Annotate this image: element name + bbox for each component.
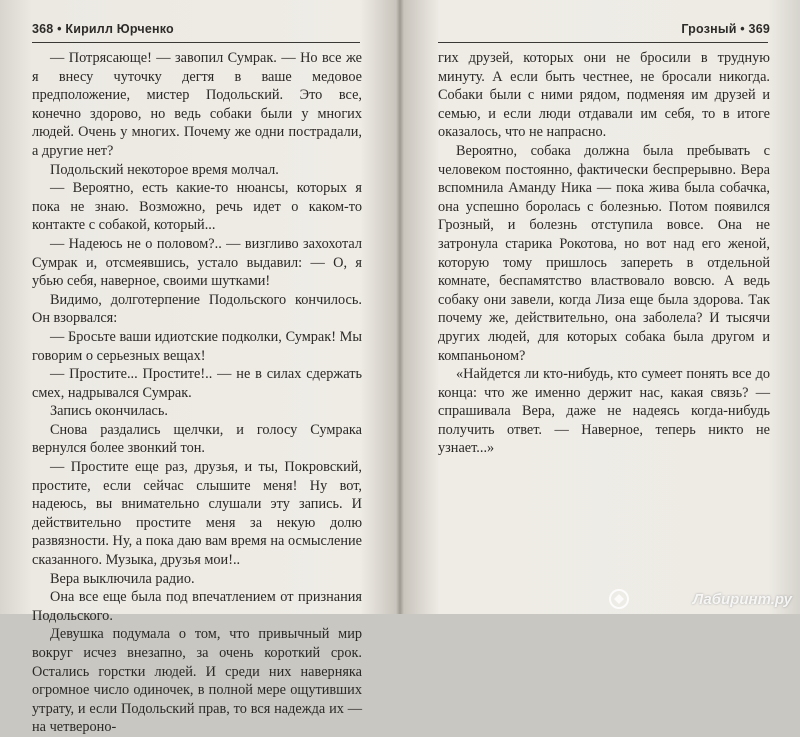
- right-page-text: [438, 49, 770, 458]
- paragraph: «Найдется ли кто-нибудь, кто сумеет понять все до конца: что же именно держит нас, какая связь? — спрашивала Вера, даже не надеясь когда-нибудь получить ответ. — Наверное, теперь никто не узнает...»: [438, 366, 770, 457]
- paragraph: — Потрясающе! — завопил Сумрак. — Но все же я внесу чуточку дегтя в ваше медовое предположение, мистер Подольский. Это все, конечно здорово, но ведь собаки были у многих людей. Очень у многих. Почему же одни пострадали, а другие нет?: [32, 50, 362, 159]
- paragraph: — Надеюсь не о половом?.. — визгливо захохотал Сумрак и, отсмеявшись, устало выдавил: — О, я убью себя, наверное, своими шутками!: [32, 235, 362, 290]
- watermark-logo-icon: [608, 588, 630, 610]
- paragraph: Вера выключила радио.: [50, 570, 195, 587]
- paragraph: — Вероятно, есть какие-то нюансы, которых я пока не знаю. Возможно, речь идет о каком-то контакте с собакой, который...: [32, 180, 362, 234]
- paragraph: Она все еще была под впечатлением от признания Подольского.: [32, 589, 362, 624]
- watermark-text: Лабиринт.ру: [692, 591, 792, 608]
- left-page-text: [32, 49, 362, 737]
- paragraph: — Простите... Простите!.. — не в силах сдержать смех, надрывался Сумрак.: [32, 366, 362, 401]
- paragraph: — Простите еще раз, друзья, и ты, Покровский, простите, если сейчас слышите меня! Ну вот, надеюсь, вы внимательно слушали эту запись. И действительно простите меня за некую долю развязности. Ну, а пока даю вам время на осмысление сказанного. Музыка, друзья мои!..: [32, 459, 362, 569]
- paragraph: Снова раздались щелчки, и голосу Сумрака вернулся более звонкий тон.: [32, 421, 362, 457]
- paragraph: Подольский некоторое время молчал.: [50, 161, 279, 178]
- paragraph: Девушка подумала о том, что привычный мир вокруг исчез внезапно, за очень короткий срок. Остались горстки людей. И среди них наверняка огромное число одиночек, в полной мере ощутивших утрату, и если Подольский прав, то вся надежда их — на четвероно-: [32, 626, 362, 736]
- right-page: [400, 0, 800, 614]
- right-header-rule: [438, 42, 768, 43]
- right-running-header: Грозный • 369: [681, 22, 770, 36]
- paragraph: Запись окончилась.: [50, 403, 168, 420]
- paragraph: Вероятно, собака должна была пребывать с человеком постоянно, фактически беспрерывно. Вера вспомнила Аманду Ника — пока жива была собачка, она успешно боролась с болезнью. Потом появился Грозный, и болезнь отступила вовсе. Она не затронула старика Рокотова, но вот над его женой, которую тому пришлось запереть в отдельной комнате, беспамятство властвовало вовсю. А ведь собаку они завели, когда Лиза еще была здорова. Так почему же, действительно, она заболела? И тысячи других людей, для которых собака была другом и компаньоном?: [438, 142, 770, 364]
- left-header-rule: [32, 42, 360, 43]
- left-page: [0, 0, 400, 736]
- paragraph: гих друзей, которых они не бросили в трудную минуту. А если быть честнее, не бросали никогда. Собаки были с ними рядом, подменяя им друзей и семью, и если люди отдавали им себя, то в итоге оказалось, что не напрасно.: [438, 50, 770, 141]
- paragraph: — Бросьте ваши идиотские подколки, Сумрак! Мы говорим о серьезных вещах!: [32, 328, 362, 364]
- paragraph: Видимо, долготерпение Подольского кончилось. Он взорвался:: [32, 291, 362, 327]
- left-running-header: 368 • Кирилл Юрченко: [32, 22, 174, 36]
